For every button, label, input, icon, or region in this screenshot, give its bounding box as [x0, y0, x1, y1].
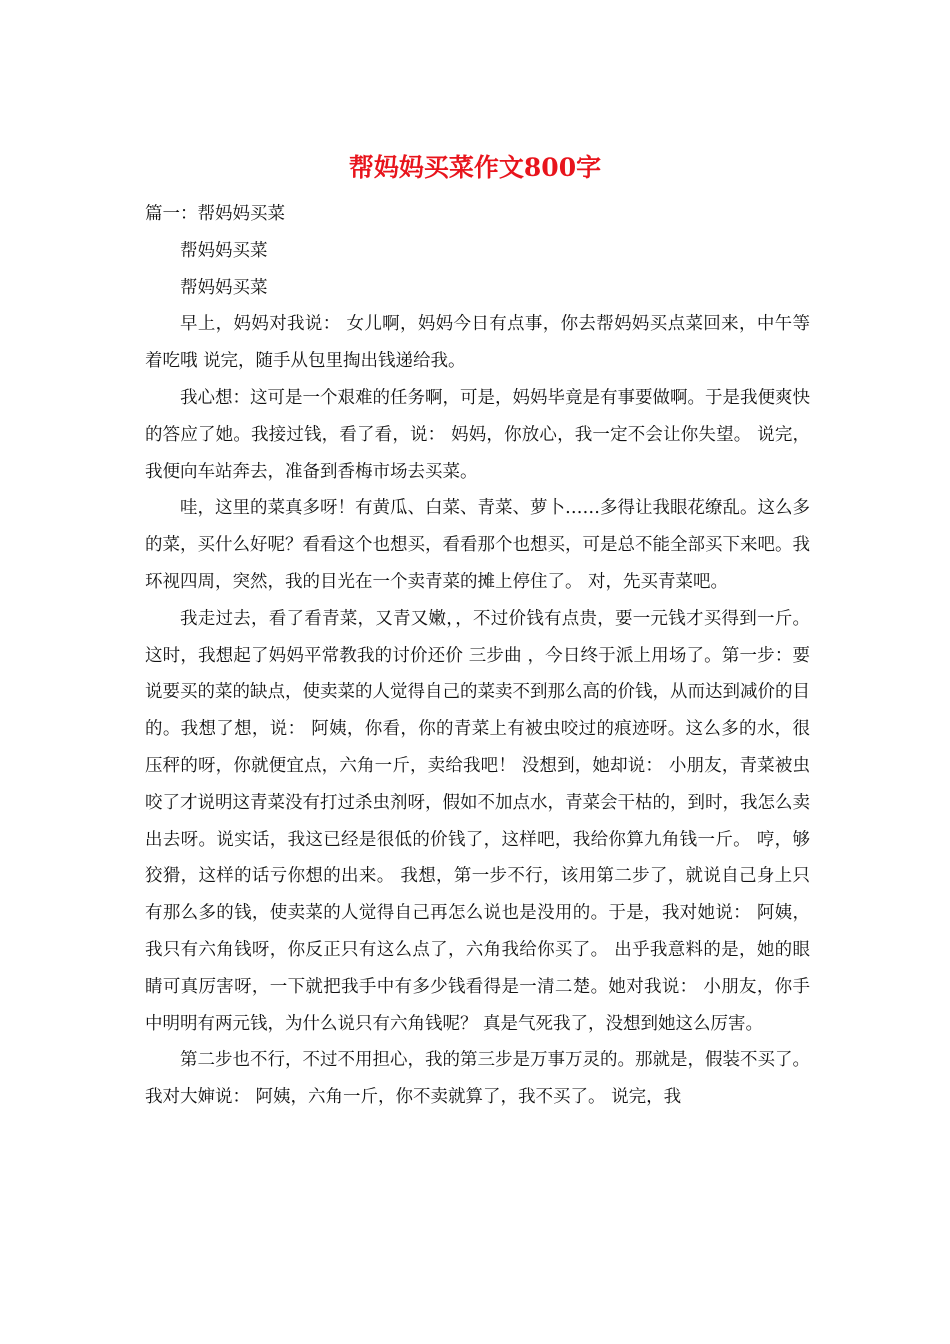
paragraph: 早上，妈妈对我说： 女儿啊，妈妈今日有点事，你去帮妈妈买点菜回来，中午等着吃哦 说完，随手从包里掏出钱递给我。	[145, 314, 810, 372]
paragraph: 哇，这里的菜真多呀！有黄瓜、白菜、青菜、萝卜……多得让我眼花缭乱。这么多的菜，买什么好呢？看看这个也想买，看看那个也想买，可是总不能全部买下来吧。我环视四周，突然，我的目光在一个卖青菜的摊上停住了。 对，先买青菜吧。	[145, 498, 810, 592]
article-body	[145, 196, 810, 1116]
paragraph: 我心想：这可是一个艰难的任务啊，可是，妈妈毕竟是有事要做啊。于是我便爽快的答应了她。我接过钱，看了看，说： 妈妈，你放心，我一定不会让你失望。 说完，我便向车站奔去，准备到香梅市场去买菜。	[145, 387, 810, 482]
paragraph: 帮妈妈买菜	[180, 240, 268, 261]
paragraph: 第二步也不行，不过不用担心，我的第三步是万事万灵的。那就是，假装不买了。我对大婶说： 阿姨，六角一斤，你不卖就算了，我不买了。 说完，我	[145, 1050, 810, 1108]
paragraph: 我走过去，看了看青菜，又青又嫩，，不过价钱有点贵，要一元钱才买得到一斤。这时，我想起了妈妈平常教我的讨价还价 三步曲 ，今日终于派上用场了。第一步：要说要买的菜的缺点，使卖菜的人觉得自己的菜卖不到那么高的价钱，从而达到减价的目的。我想了想，说： 阿姨，你看，你的青菜上有被虫咬过的痕迹呀。这么多的水，很压秤的呀，你就便宜点，六角一斤，卖给我吧！ 没想到，她却说： 小朋友，青菜被虫咬了才说明这青菜没有打过杀虫剂呀，假如不加点水，青菜会干枯的，到时，我怎么卖出去呀。说实话，我这已经是很低的价钱了，这样吧，我给你算九角钱一斤。 哼，够狡猾，这样的话亏你想的出来。 我想，第一步不行，该用第二步了，就说自己身上只有那么多的钱，使卖菜的人觉得自己再怎么说也是没用的。于是，我对她说： 阿姨，我只有六角钱呀，你反正只有这么点了，六角我给你买了。 出乎我意料的是，她的眼睛可真厉害呀，一下就把我手中有多少钱看得是一清二楚。她对我说： 小朋友，你手中明明有两元钱，为什么说只有六角钱呢？ 真是气死我了，没想到她这么厉害。	[145, 608, 810, 1034]
section-heading: 篇一：帮妈妈买菜	[145, 204, 285, 224]
page-title: 帮妈妈买菜作文800字	[348, 153, 602, 182]
paragraph: 帮妈妈买菜	[180, 277, 268, 298]
